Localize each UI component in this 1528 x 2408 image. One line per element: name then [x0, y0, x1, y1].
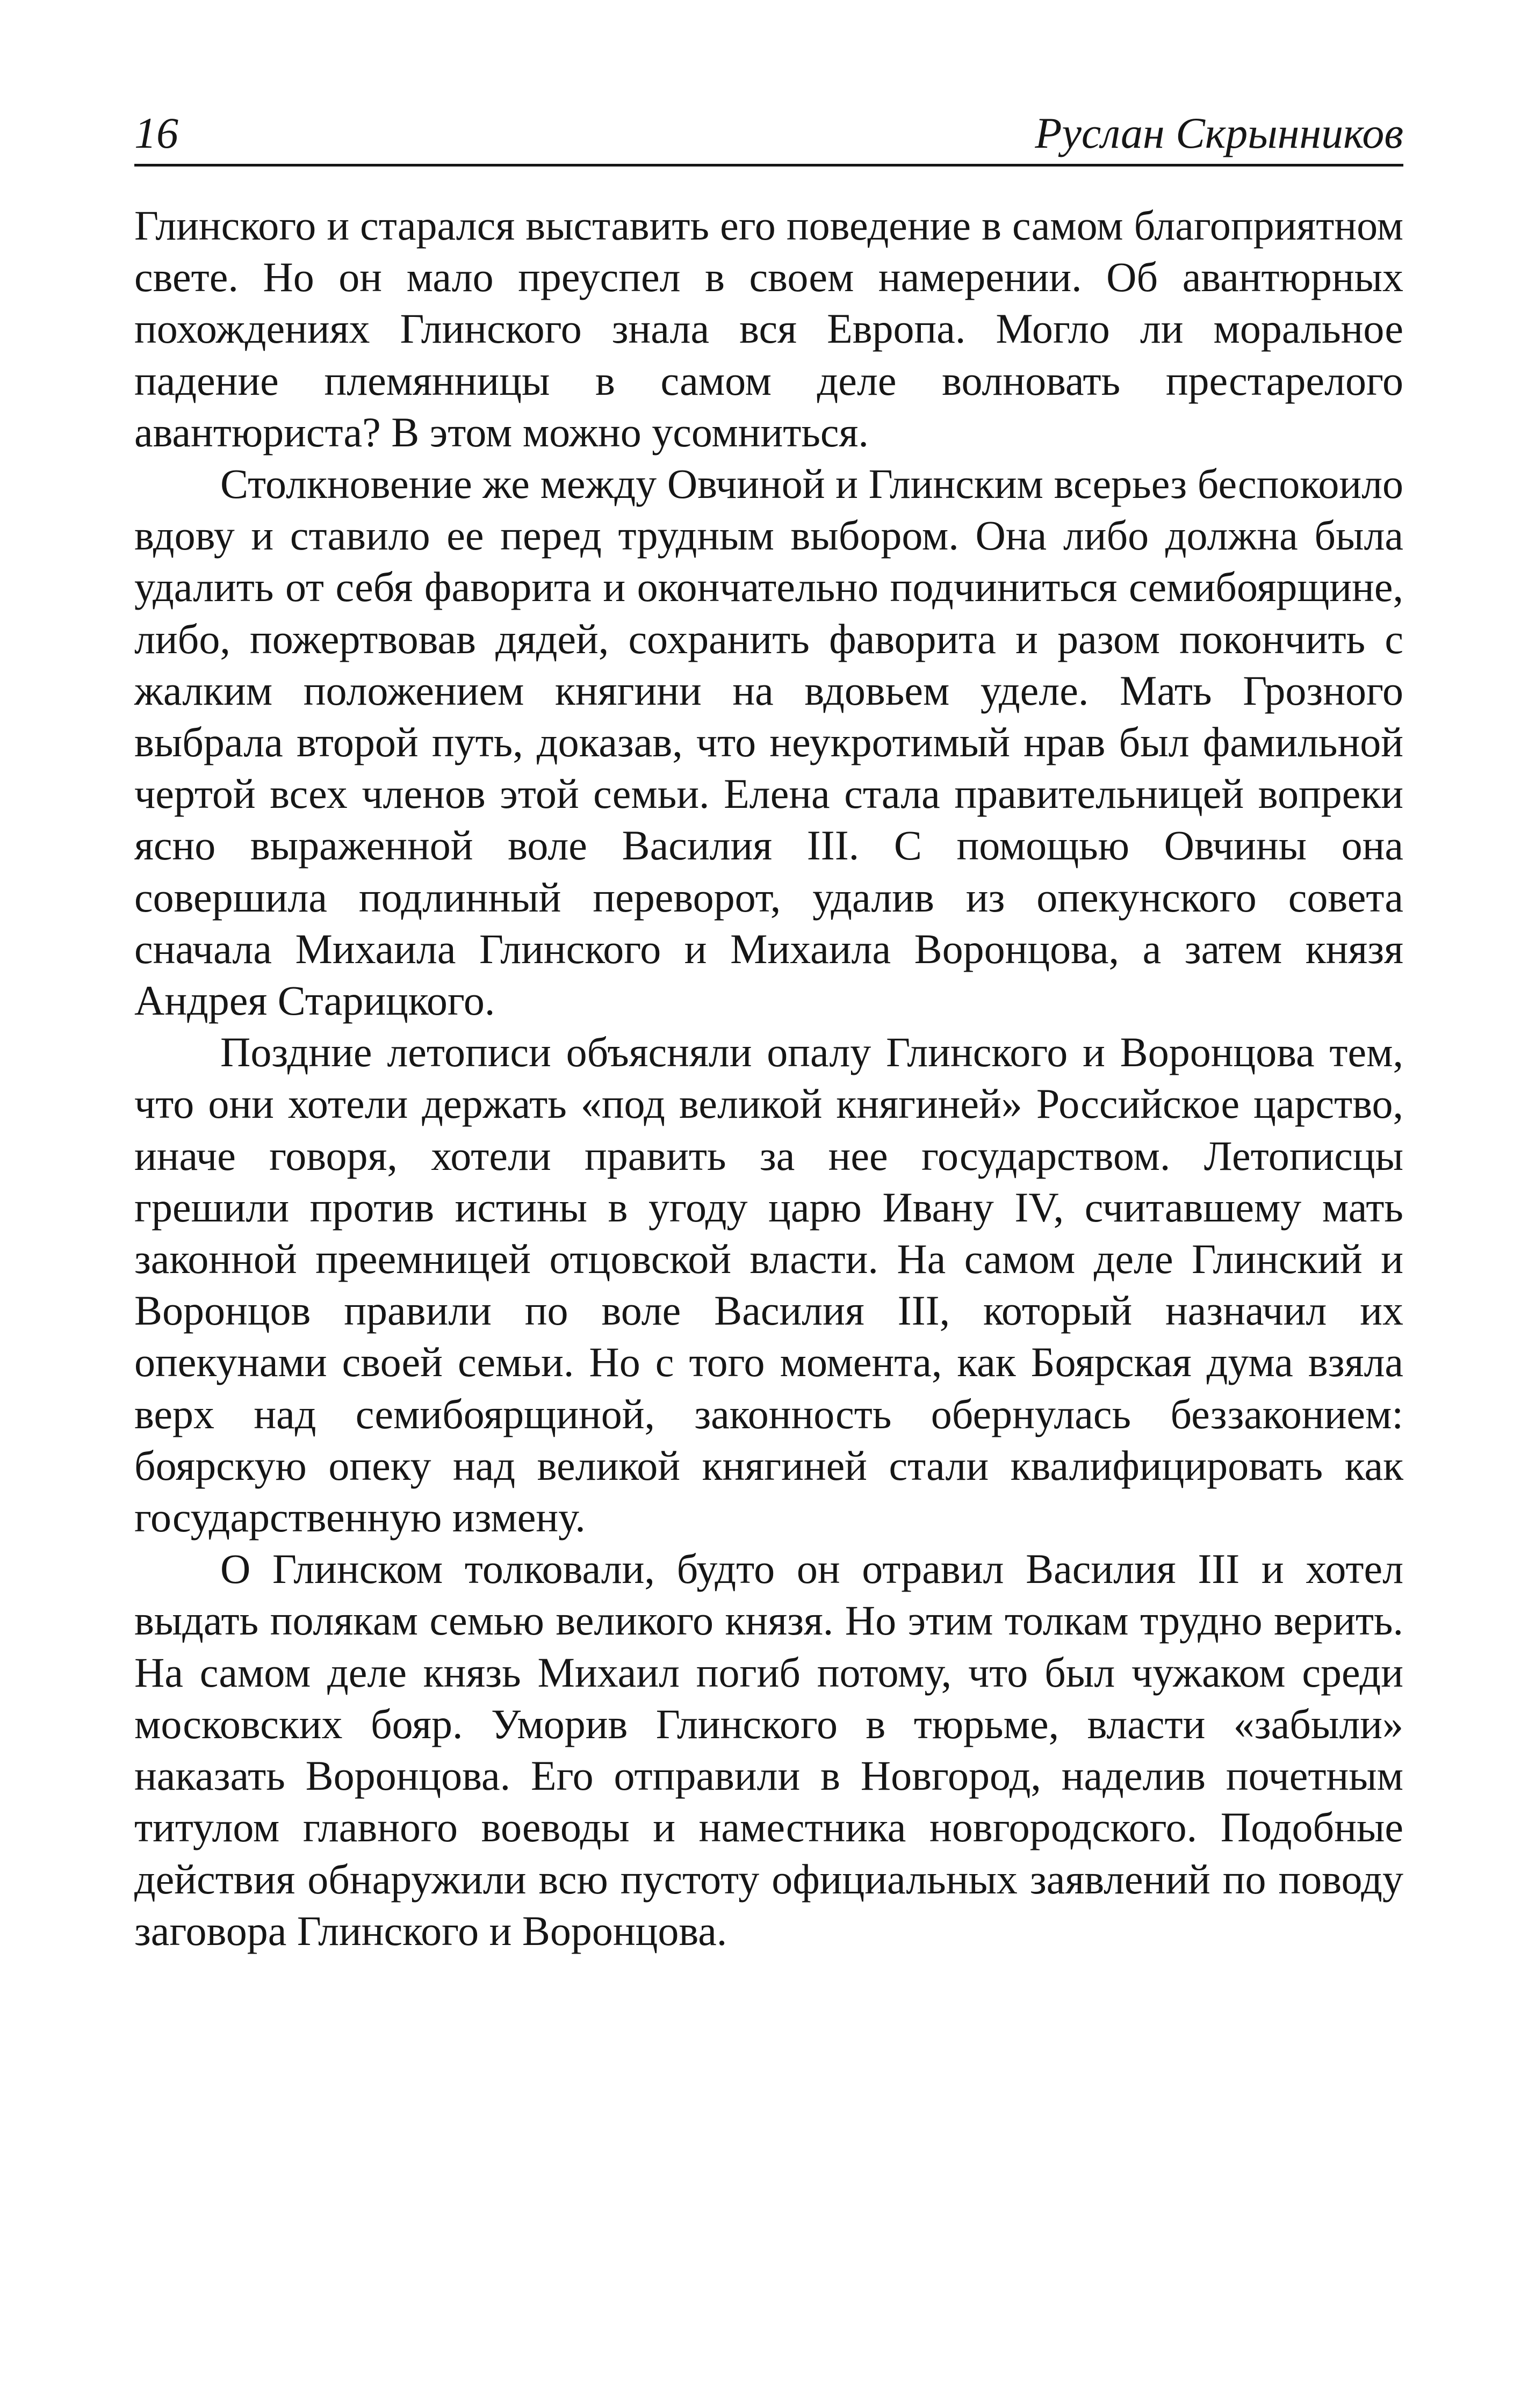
paragraph: Поздние летописи объясняли опалу Глинского и Воронцова тем, что они хотели держать «под великой княгиней» Российское царство, иначе говоря, хотели править за нее государством. Летописцы грешили против истины в угоду царю Ивану IV, считавшему мать законной преемницей отцовской власти. На самом деле Глинский и Воронцов правили по воле Василия III, который назначил их опекунами своей семьи. Но с того момента, как Боярская дума взяла верх над семибоярщиной, законность обернулась беззаконием: боярскую опеку над великой княгиней стали квалифицировать как государственную измену. — [134, 1029, 1403, 1541]
paragraph: Столкновение же между Овчиной и Глинским всерьез беспокоило вдову и ставило ее перед трудным выбором. Она либо должна была удалить от себя фаворита и окончательно подчиниться семибоярщине, либо, пожертвовав дядей, сохранить фаворита и разом покончить с жалким положением княгини на вдовьем уделе. Мать Грозного выбрала второй путь, доказав, что неукротимый нрав был фамильной чертой всех членов этой семьи. Елена стала правительницей вопреки ясно выраженной воле Василия III. С помощью Овчины она совершила подлинный переворот, удалив из опекунского совета сначала Михаила Глинского и Михаила Воронцова, а затем князя Андрея Старицкого. — [134, 460, 1403, 1024]
header-rule — [134, 164, 1403, 167]
paragraph-continuation: Глинского и старался выставить его поведение в самом благоприятном свете. Но он мало преуспел в своем намерении. Об авантюрных похождениях Глинского знала вся Европа. Могло ли моральное падение племянницы в самом деле волновать престарелого авантюриста? В этом можно усомниться. — [134, 202, 1403, 455]
page-header — [134, 106, 1403, 165]
body-text — [134, 200, 1403, 1957]
paragraph: О Глинском толковали, будто он отравил Василия III и хотел выдать полякам семью великого князя. Но этим толкам трудно верить. На самом деле князь Михаил погиб потому, что был чужаком среди московских бояр. Уморив Глинского в тюрьме, власти «забыли» наказать Воронцова. Его отправили в Новгород, наделив почетным титулом главного воеводы и наместника новгородского. Подобные действия обнаружили всю пустоту официальных заявлений по поводу заговора Глинского и Воронцова. — [134, 1545, 1403, 1954]
page-number: 16 — [134, 109, 178, 157]
running-head: Руслан Скрынников — [1035, 109, 1403, 157]
